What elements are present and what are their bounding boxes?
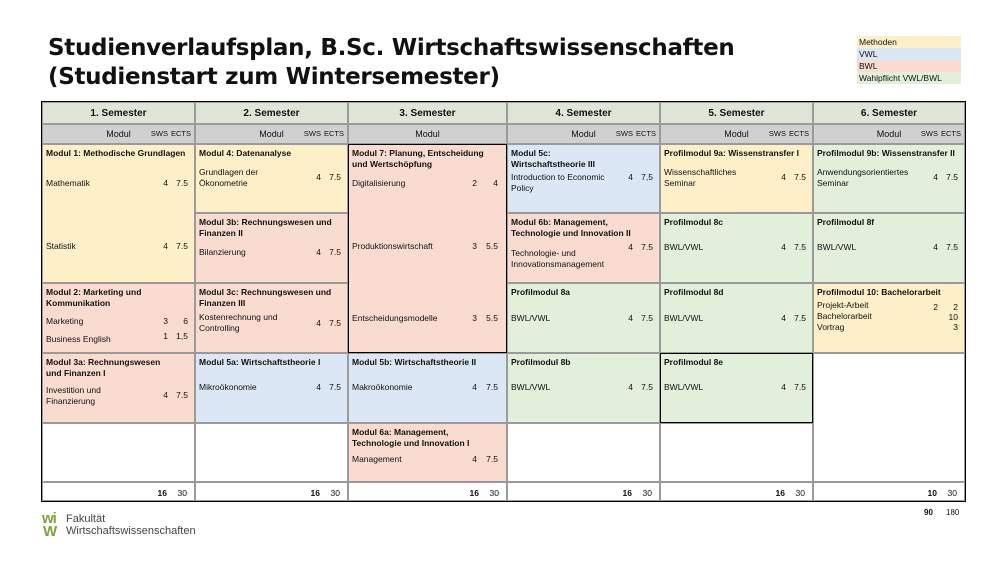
col-sws: SWS bbox=[150, 129, 168, 138]
course-ects: 7.5 bbox=[176, 178, 188, 188]
course-sws: 4 bbox=[472, 382, 477, 392]
course-sws: 3 bbox=[163, 316, 168, 326]
total-ects: 30 bbox=[642, 488, 652, 498]
course-name: BWL/VWL bbox=[664, 313, 704, 323]
total-ects: 30 bbox=[795, 488, 805, 498]
module-3a-rechnungswesen bbox=[42, 353, 195, 423]
logo-text-line-2: Wirtschaftswissenschaften bbox=[66, 525, 196, 537]
module-title: Profilmodul 8d bbox=[664, 287, 724, 297]
grand-total-ects: 180 bbox=[946, 508, 960, 517]
semester-total-6 bbox=[813, 482, 965, 501]
module-2-marketing bbox=[42, 283, 195, 353]
course-name: Grundlagen der Ökonometrie bbox=[199, 167, 259, 188]
total-ects: 30 bbox=[330, 488, 340, 498]
module-title: Profilmodul 10: Bachelorarbeit bbox=[817, 287, 941, 297]
course-ects: 3 bbox=[953, 322, 958, 332]
semester-header-5: 5. Semester bbox=[660, 102, 813, 124]
course-ects: 7.5 bbox=[794, 313, 806, 323]
study-plan-table bbox=[41, 101, 966, 502]
module-title: Modul 1: Methodische Grundlagen bbox=[46, 148, 186, 158]
course-name: Produktionswirtschaft bbox=[352, 241, 433, 251]
module-title: Modul 5c: Wirtschaftstheorie III bbox=[511, 148, 595, 169]
course-ects: 7.5 bbox=[794, 382, 806, 392]
module-title: Modul 2: Marketing und Kommunikation bbox=[46, 287, 142, 308]
course-sws: 4 bbox=[933, 242, 938, 252]
course-name: Bachelorarbeit bbox=[817, 311, 872, 321]
col-ects: ECTS bbox=[940, 129, 961, 138]
course-sws: 4 bbox=[316, 382, 321, 392]
course-ects: 10 bbox=[948, 312, 958, 322]
total-ects: 30 bbox=[177, 488, 187, 498]
course-name: BWL/VWL bbox=[817, 242, 857, 252]
course-ects: 5.5 bbox=[486, 241, 498, 251]
course-sws: 4 bbox=[163, 390, 168, 400]
course-name: Entscheidungsmodelle bbox=[352, 313, 438, 323]
col-ects: ECTS bbox=[323, 129, 344, 138]
course-sws: 4 bbox=[628, 172, 633, 182]
course-sws: 4 bbox=[781, 172, 786, 182]
col-sws: SWS bbox=[768, 129, 786, 138]
empty-cell bbox=[195, 423, 348, 482]
course-ects: 7.5 bbox=[486, 454, 498, 464]
total-ects: 30 bbox=[947, 488, 957, 498]
col-modul: Modul bbox=[415, 129, 440, 139]
grand-total-sws: 90 bbox=[924, 508, 933, 517]
semester-total-2 bbox=[195, 482, 348, 501]
title-line-2: (Studienstart zum Wintersemester) bbox=[48, 64, 500, 90]
module-5c-wirtschaftstheorie bbox=[507, 144, 660, 213]
course-name: Projekt-Arbeit bbox=[817, 300, 869, 310]
course-name: Marketing bbox=[46, 316, 84, 326]
profilmodul-8d bbox=[660, 283, 813, 353]
col-ects: ECTS bbox=[635, 129, 656, 138]
course-ects: 7.5 bbox=[486, 382, 498, 392]
column-header-6 bbox=[813, 124, 965, 144]
course-sws: 4 bbox=[628, 242, 633, 252]
course-ects: 7.5 bbox=[329, 172, 341, 182]
course-name: Business English bbox=[46, 334, 111, 344]
profilmodul-8a bbox=[507, 283, 660, 353]
course-sws: 4 bbox=[781, 382, 786, 392]
course-name: BWL/VWL bbox=[664, 242, 704, 252]
module-title: Profilmodul 9a: Wissenstransfer I bbox=[664, 148, 800, 158]
module-title: Modul 4: Datenanalyse bbox=[199, 148, 292, 158]
total-sws: 16 bbox=[775, 488, 785, 498]
semester-header-1: 1. Semester bbox=[42, 102, 195, 124]
course-name: Mathematik bbox=[46, 178, 90, 188]
course-sws: 3 bbox=[472, 313, 477, 323]
profilmodul-10-bachelorarbeit bbox=[813, 283, 965, 353]
legend-methoden: Methoden bbox=[857, 36, 961, 48]
course-ects: 7.5 bbox=[641, 313, 653, 323]
module-title: Profilmodul 8a bbox=[511, 287, 571, 297]
col-ects: ECTS bbox=[788, 129, 809, 138]
module-6b-management bbox=[507, 213, 660, 283]
course-name: Wissenschaftliches Seminar bbox=[664, 167, 737, 188]
course-ects: 6 bbox=[183, 316, 188, 326]
column-header-2 bbox=[195, 124, 348, 144]
col-modul: Modul bbox=[259, 129, 284, 139]
module-title: Profilmodul 9b: Wissenstransfer II bbox=[817, 148, 955, 158]
course-name: Kostenrechnung und Controlling bbox=[199, 312, 278, 333]
course-name: BWL/VWL bbox=[511, 313, 551, 323]
course-sws: 4 bbox=[316, 247, 321, 257]
module-7-planung bbox=[348, 144, 507, 353]
course-ects: 2 bbox=[953, 302, 958, 312]
profilmodul-8e bbox=[660, 353, 813, 423]
column-header-4 bbox=[507, 124, 660, 144]
course-sws: 3 bbox=[472, 241, 477, 251]
module-title: Modul 7: Planung, Entscheidung und Wertschöpfung bbox=[352, 148, 484, 169]
course-name: BWL/VWL bbox=[664, 382, 704, 392]
total-sws: 16 bbox=[310, 488, 320, 498]
semester-header-4: 4. Semester bbox=[507, 102, 660, 124]
course-ects: 7.5 bbox=[794, 242, 806, 252]
course-name: Mikroökonomie bbox=[199, 382, 257, 392]
col-sws: SWS bbox=[920, 129, 938, 138]
module-title: Modul 5a: Wirtschaftstheorie I bbox=[199, 357, 321, 367]
course-ects: 7.5 bbox=[641, 382, 653, 392]
course-name: Statistik bbox=[46, 241, 76, 251]
semester-header-6: 6. Semester bbox=[813, 102, 965, 124]
total-sws: 16 bbox=[157, 488, 167, 498]
module-title: Profilmodul 8c bbox=[664, 217, 724, 227]
course-name: Investition und Finanzierung bbox=[46, 385, 101, 406]
course-ects: 7.5 bbox=[329, 247, 341, 257]
course-ects: 1,5 bbox=[176, 331, 188, 341]
empty-cell bbox=[507, 423, 660, 482]
course-sws: 4 bbox=[781, 242, 786, 252]
course-ects: 7.5 bbox=[176, 390, 188, 400]
column-header-1 bbox=[42, 124, 195, 144]
column-header-5 bbox=[660, 124, 813, 144]
course-sws: 4 bbox=[472, 454, 477, 464]
empty-cell bbox=[660, 423, 813, 482]
module-title: Modul 3b: Rechnungswesen und Finanzen II bbox=[199, 217, 332, 238]
course-ects: 7.5 bbox=[329, 382, 341, 392]
module-3b-rechnungswesen bbox=[195, 213, 348, 283]
module-title: Modul 5b: Wirtschaftstheorie II bbox=[352, 357, 477, 367]
module-title: Modul 3a: Rechnungswesen und Finanzen I bbox=[46, 357, 161, 378]
course-ects: 7.5 bbox=[329, 318, 341, 328]
profilmodul-9a-wissenstransfer bbox=[660, 144, 813, 213]
logo-text-line-1: Fakultät bbox=[66, 513, 106, 525]
page-title bbox=[48, 34, 734, 92]
legend-wahlpflicht: Wahlpflicht VWL/BWL bbox=[857, 72, 961, 84]
profilmodul-8f bbox=[813, 213, 965, 283]
module-3c-rechnungswesen bbox=[195, 283, 348, 353]
col-modul: Modul bbox=[724, 129, 749, 139]
module-5a-wirtschaftstheorie bbox=[195, 353, 348, 423]
course-ects: 7.5 bbox=[641, 242, 653, 252]
course-sws: 2 bbox=[472, 178, 477, 188]
course-name: Bilanzierung bbox=[199, 247, 246, 257]
course-ects: 7,5 bbox=[641, 172, 653, 182]
module-5b-wirtschaftstheorie bbox=[348, 353, 507, 423]
course-name: Technologie- und Innovationsmanagement bbox=[511, 248, 605, 269]
module-title: Modul 6b: Management, Technologie und Innovation II bbox=[511, 217, 631, 238]
module-4-datenanalyse bbox=[195, 144, 348, 213]
module-title: Profilmodul 8e bbox=[664, 357, 724, 367]
course-sws: 2 bbox=[933, 302, 938, 312]
semester-total-4 bbox=[507, 482, 660, 501]
total-sws: 16 bbox=[622, 488, 632, 498]
course-ects: 7.5 bbox=[794, 172, 806, 182]
course-sws: 4 bbox=[316, 172, 321, 182]
profilmodul-8b bbox=[507, 353, 660, 423]
legend bbox=[857, 36, 961, 84]
empty-cell bbox=[813, 353, 965, 482]
legend-bwl: BWL bbox=[857, 60, 961, 72]
semester-total-3 bbox=[348, 482, 507, 501]
module-1-methodische-grundlagen bbox=[42, 144, 195, 283]
course-sws: 4 bbox=[163, 241, 168, 251]
course-name: BWL/VWL bbox=[511, 382, 551, 392]
module-title: Modul 6a: Management, Technologie und Innovation I bbox=[352, 427, 470, 448]
course-ects: 7.5 bbox=[946, 242, 958, 252]
module-6a-management bbox=[348, 423, 507, 482]
course-name: Digitalisierung bbox=[352, 178, 406, 188]
col-modul: Modul bbox=[106, 129, 131, 139]
column-header-3 bbox=[348, 124, 507, 144]
course-sws: 4 bbox=[316, 318, 321, 328]
course-ects: 7.5 bbox=[176, 241, 188, 251]
course-ects: 4 bbox=[493, 178, 498, 188]
module-title: Profilmodul 8b bbox=[511, 357, 571, 367]
semester-header-3: 3. Semester bbox=[348, 102, 507, 124]
logo-mark-bottom: W bbox=[43, 523, 58, 540]
total-ects: 30 bbox=[489, 488, 499, 498]
logo-mark-top: wi bbox=[42, 510, 56, 527]
total-sws: 10 bbox=[927, 488, 937, 498]
col-sws: SWS bbox=[303, 129, 321, 138]
profilmodul-8c bbox=[660, 213, 813, 283]
semester-total-5 bbox=[660, 482, 813, 501]
course-sws: 4 bbox=[781, 313, 786, 323]
course-name: Management bbox=[352, 454, 402, 464]
course-name: Introduction to Economic Policy bbox=[511, 172, 605, 193]
course-sws: 4 bbox=[628, 313, 633, 323]
col-modul: Modul bbox=[571, 129, 596, 139]
col-modul: Modul bbox=[876, 129, 902, 139]
course-name: Makroökonomie bbox=[352, 382, 413, 392]
course-ects: 5.5 bbox=[486, 313, 498, 323]
course-ects: 7.5 bbox=[946, 172, 958, 182]
course-sws: 1 bbox=[163, 331, 168, 341]
title-line-1: Studienverlaufsplan, B.Sc. Wirtschaftswissenschaften bbox=[48, 35, 735, 61]
total-sws: 16 bbox=[469, 488, 479, 498]
module-title: Profilmodul 8f bbox=[817, 217, 875, 227]
col-sws: SWS bbox=[615, 129, 633, 138]
semester-total-1 bbox=[42, 482, 195, 501]
semester-header-2: 2. Semester bbox=[195, 102, 348, 124]
empty-cell bbox=[42, 423, 195, 482]
course-sws: 4 bbox=[933, 172, 938, 182]
col-ects: ECTS bbox=[170, 129, 191, 138]
course-name: Vortrag bbox=[817, 322, 845, 332]
module-title: Modul 3c: Rechnungswesen und Finanzen III bbox=[199, 287, 332, 308]
profilmodul-9b-wissenstransfer bbox=[813, 144, 965, 213]
course-name: Anwendungsorientiertes Seminar bbox=[817, 167, 909, 188]
legend-vwl: VWL bbox=[857, 48, 961, 60]
course-sws: 4 bbox=[628, 382, 633, 392]
course-sws: 4 bbox=[163, 178, 168, 188]
